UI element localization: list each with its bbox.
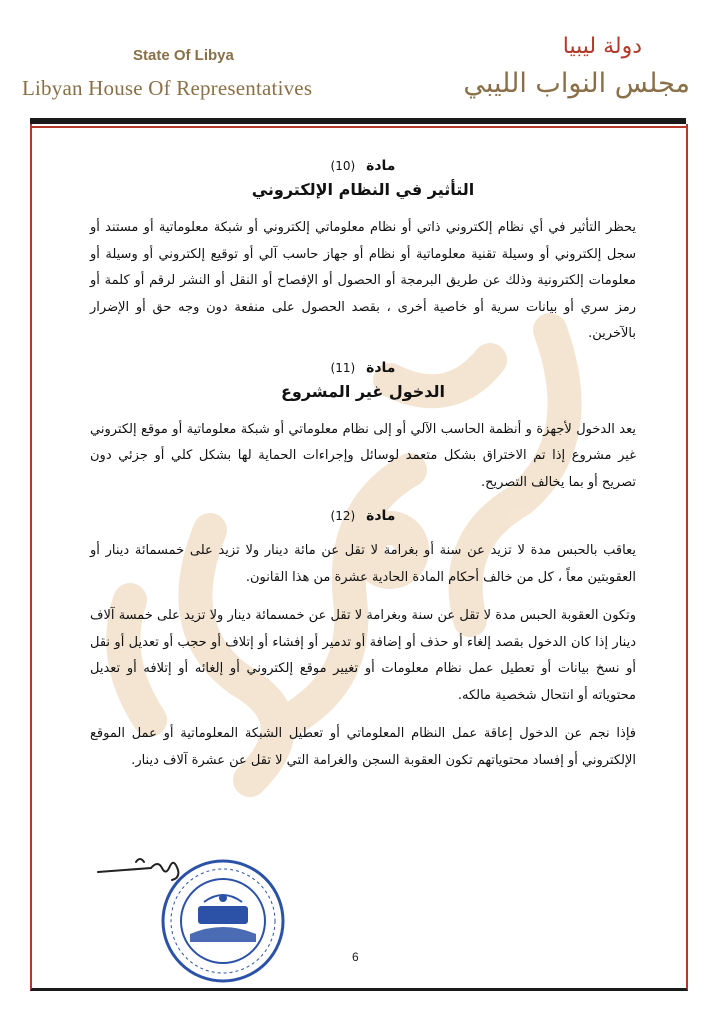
state-of-libya-label: State Of Libya — [133, 47, 234, 64]
page-number: 6 — [352, 950, 359, 964]
article-label: مادة — [366, 359, 396, 376]
state-of-libya-arabic-label: دولة ليبيا — [562, 34, 642, 59]
house-of-representatives-arabic-label: مجلس النواب الليبي — [463, 68, 690, 99]
article-10 — [90, 158, 636, 348]
article-title: الدخول غير المشروع — [280, 381, 446, 401]
article-label: مادة — [366, 158, 396, 174]
article-number: (12) — [330, 509, 356, 523]
house-of-representatives-label: Libyan House Of Representatives — [22, 76, 313, 100]
article-heading — [90, 360, 636, 376]
article-number: (11) — [330, 360, 356, 375]
article-paragraph: يعاقب بالحبس مدة لا تزيد عن سنة أو بغرامة لا تقل عن مائة دينار ولا تزيد على خمسمائة دينار أو العقوبتين معاً ، كل من خالف أحكام المادة الحادية عشرة من هذا القانون. — [90, 543, 636, 585]
article-paragraph: يحظر التأثير في أي نظام إلكتروني ذاتي أو نظام معلوماتي إلكتروني أو شبكة معلوماتية أو مستند أو سجل إلكتروني أو وسيلة تقنية معلوماتية أو نظام أو جهاز حاسب آلي أو توقيع إلكتروني أو وسيلة أو معلومات إلكترونية وذلك عن طريق البرمجة أو الحصول أو الإفصاح أو النقل أو النشر لرقم أو كلمة أو رمز سري أو بيانات سرية أو خاصية أخرى ، بقصد الحصول على منفعة دون وجه حق أو الإضرار بالآخرين. — [90, 220, 636, 341]
article-paragraph: فإذا نجم عن الدخول إعاقة عمل النظام المعلوماتي أو تعطيل الشبكة المعلوماتية أو عمل الموقع الإلكتروني أو إفساد محتوياتهم تكون العقوبة السجن والغرامة التي لا تقل عن عشرة آلاف دينار. — [90, 726, 636, 768]
article-title: التأثير في النظام الإلكتروني — [251, 180, 475, 199]
article-heading — [90, 158, 636, 174]
letterhead — [0, 0, 720, 120]
official-seal — [160, 858, 286, 984]
article-11 — [90, 360, 636, 497]
article-label: مادة — [366, 508, 396, 524]
document-body — [90, 150, 636, 786]
article-heading — [90, 508, 636, 524]
article-paragraph: يعد الدخول لأجهزة و أنظمة الحاسب الآلي أو إلى نظام معلوماتي أو شبكة معلوماتية أو موقع إلكتروني غير مشروع إذا تم الاختراق بشكل متعمد لوسائل وإجراءات الحماية لها بشكل كلي أو جزئي دون تصريح أو بما يخالف التصريح. — [90, 421, 636, 490]
article-number: (10) — [330, 159, 356, 173]
article-paragraph: وتكون العقوبة الحبس مدة لا تقل عن سنة وبغرامة لا تقل عن خمسمائة دينار ولا تزيد على خمسة آلاف دينار إذا كان الدخول بقصد إلغاء أو حذف أو إضافة أو تدمير أو إفشاء أو إتلاف أو حجب أو تعديل أو نقل أو نسخ بيانات أو تعطيل عمل نظام معلومات أو تغيير موقع إلكتروني أو إلغائه أو إتلافه أو تعديل محتوياته أو انتحال شخصية مالكه. — [90, 608, 636, 703]
article-12 — [90, 508, 636, 774]
